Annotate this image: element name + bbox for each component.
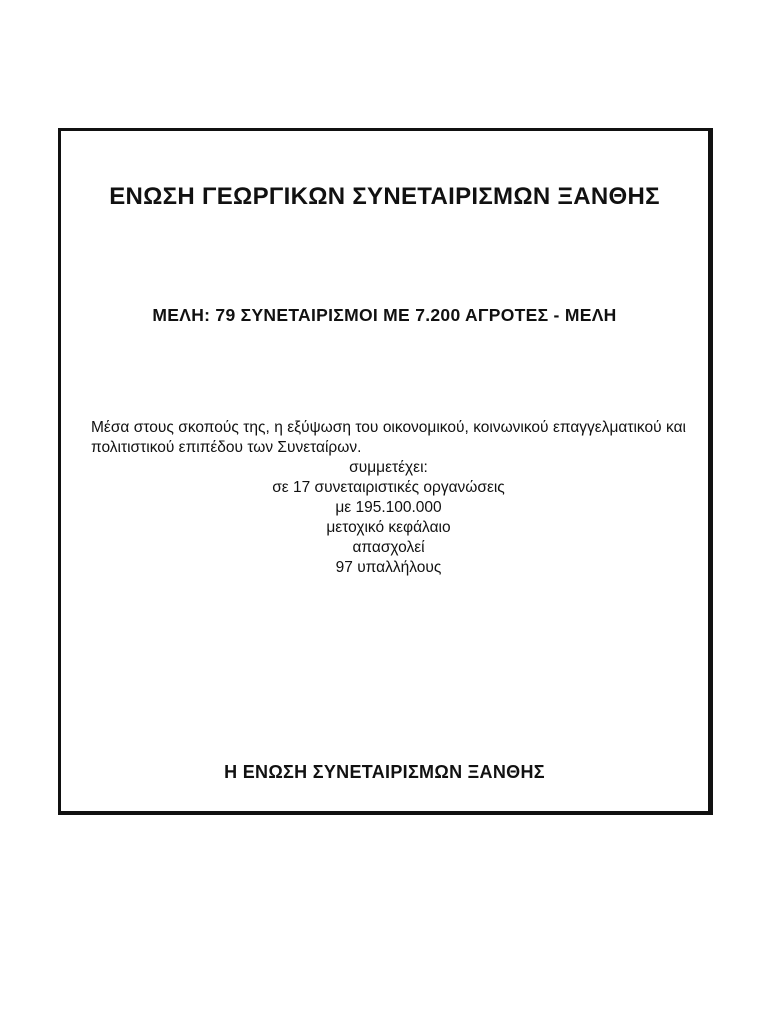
intro-paragraph: Μέσα στους σκοπούς της, η εξύψωση του οικονομικού, κοινωνικού επαγγελματικού και πολιτιστικού επιπέδου των Συνεταίρων.: [91, 419, 686, 456]
signature-line: Η ΕΝΩΣΗ ΣΥΝΕΤΑΙΡΙΣΜΩΝ ΞΑΝΘΗΣ: [224, 762, 545, 782]
members-line: ΜΕΛΗ: 79 ΣΥΝΕΤΑΙΡΙΣΜΟΙ ΜΕ 7.200 ΑΓΡΟΤΕΣ - ΜΕΛΗ: [152, 305, 617, 325]
body-text: [91, 418, 686, 578]
amount-line: με 195.100.000: [335, 499, 442, 516]
document-border-frame: [58, 128, 713, 815]
organizations-line: σε 17 συνεταιριστικές οργανώσεις: [272, 479, 505, 496]
capital-line: μετοχικό κεφάλαιο: [326, 519, 451, 536]
participates-line: συμμετέχει:: [349, 459, 428, 476]
document-title: ΕΝΩΣΗ ΓΕΩΡΓΙΚΩΝ ΣΥΝΕΤΑΙΡΙΣΜΩΝ ΞΑΝΘΗΣ: [109, 183, 660, 210]
employs-line: απασχολεί: [352, 539, 425, 556]
employees-line: 97 υπαλλήλους: [335, 559, 442, 576]
